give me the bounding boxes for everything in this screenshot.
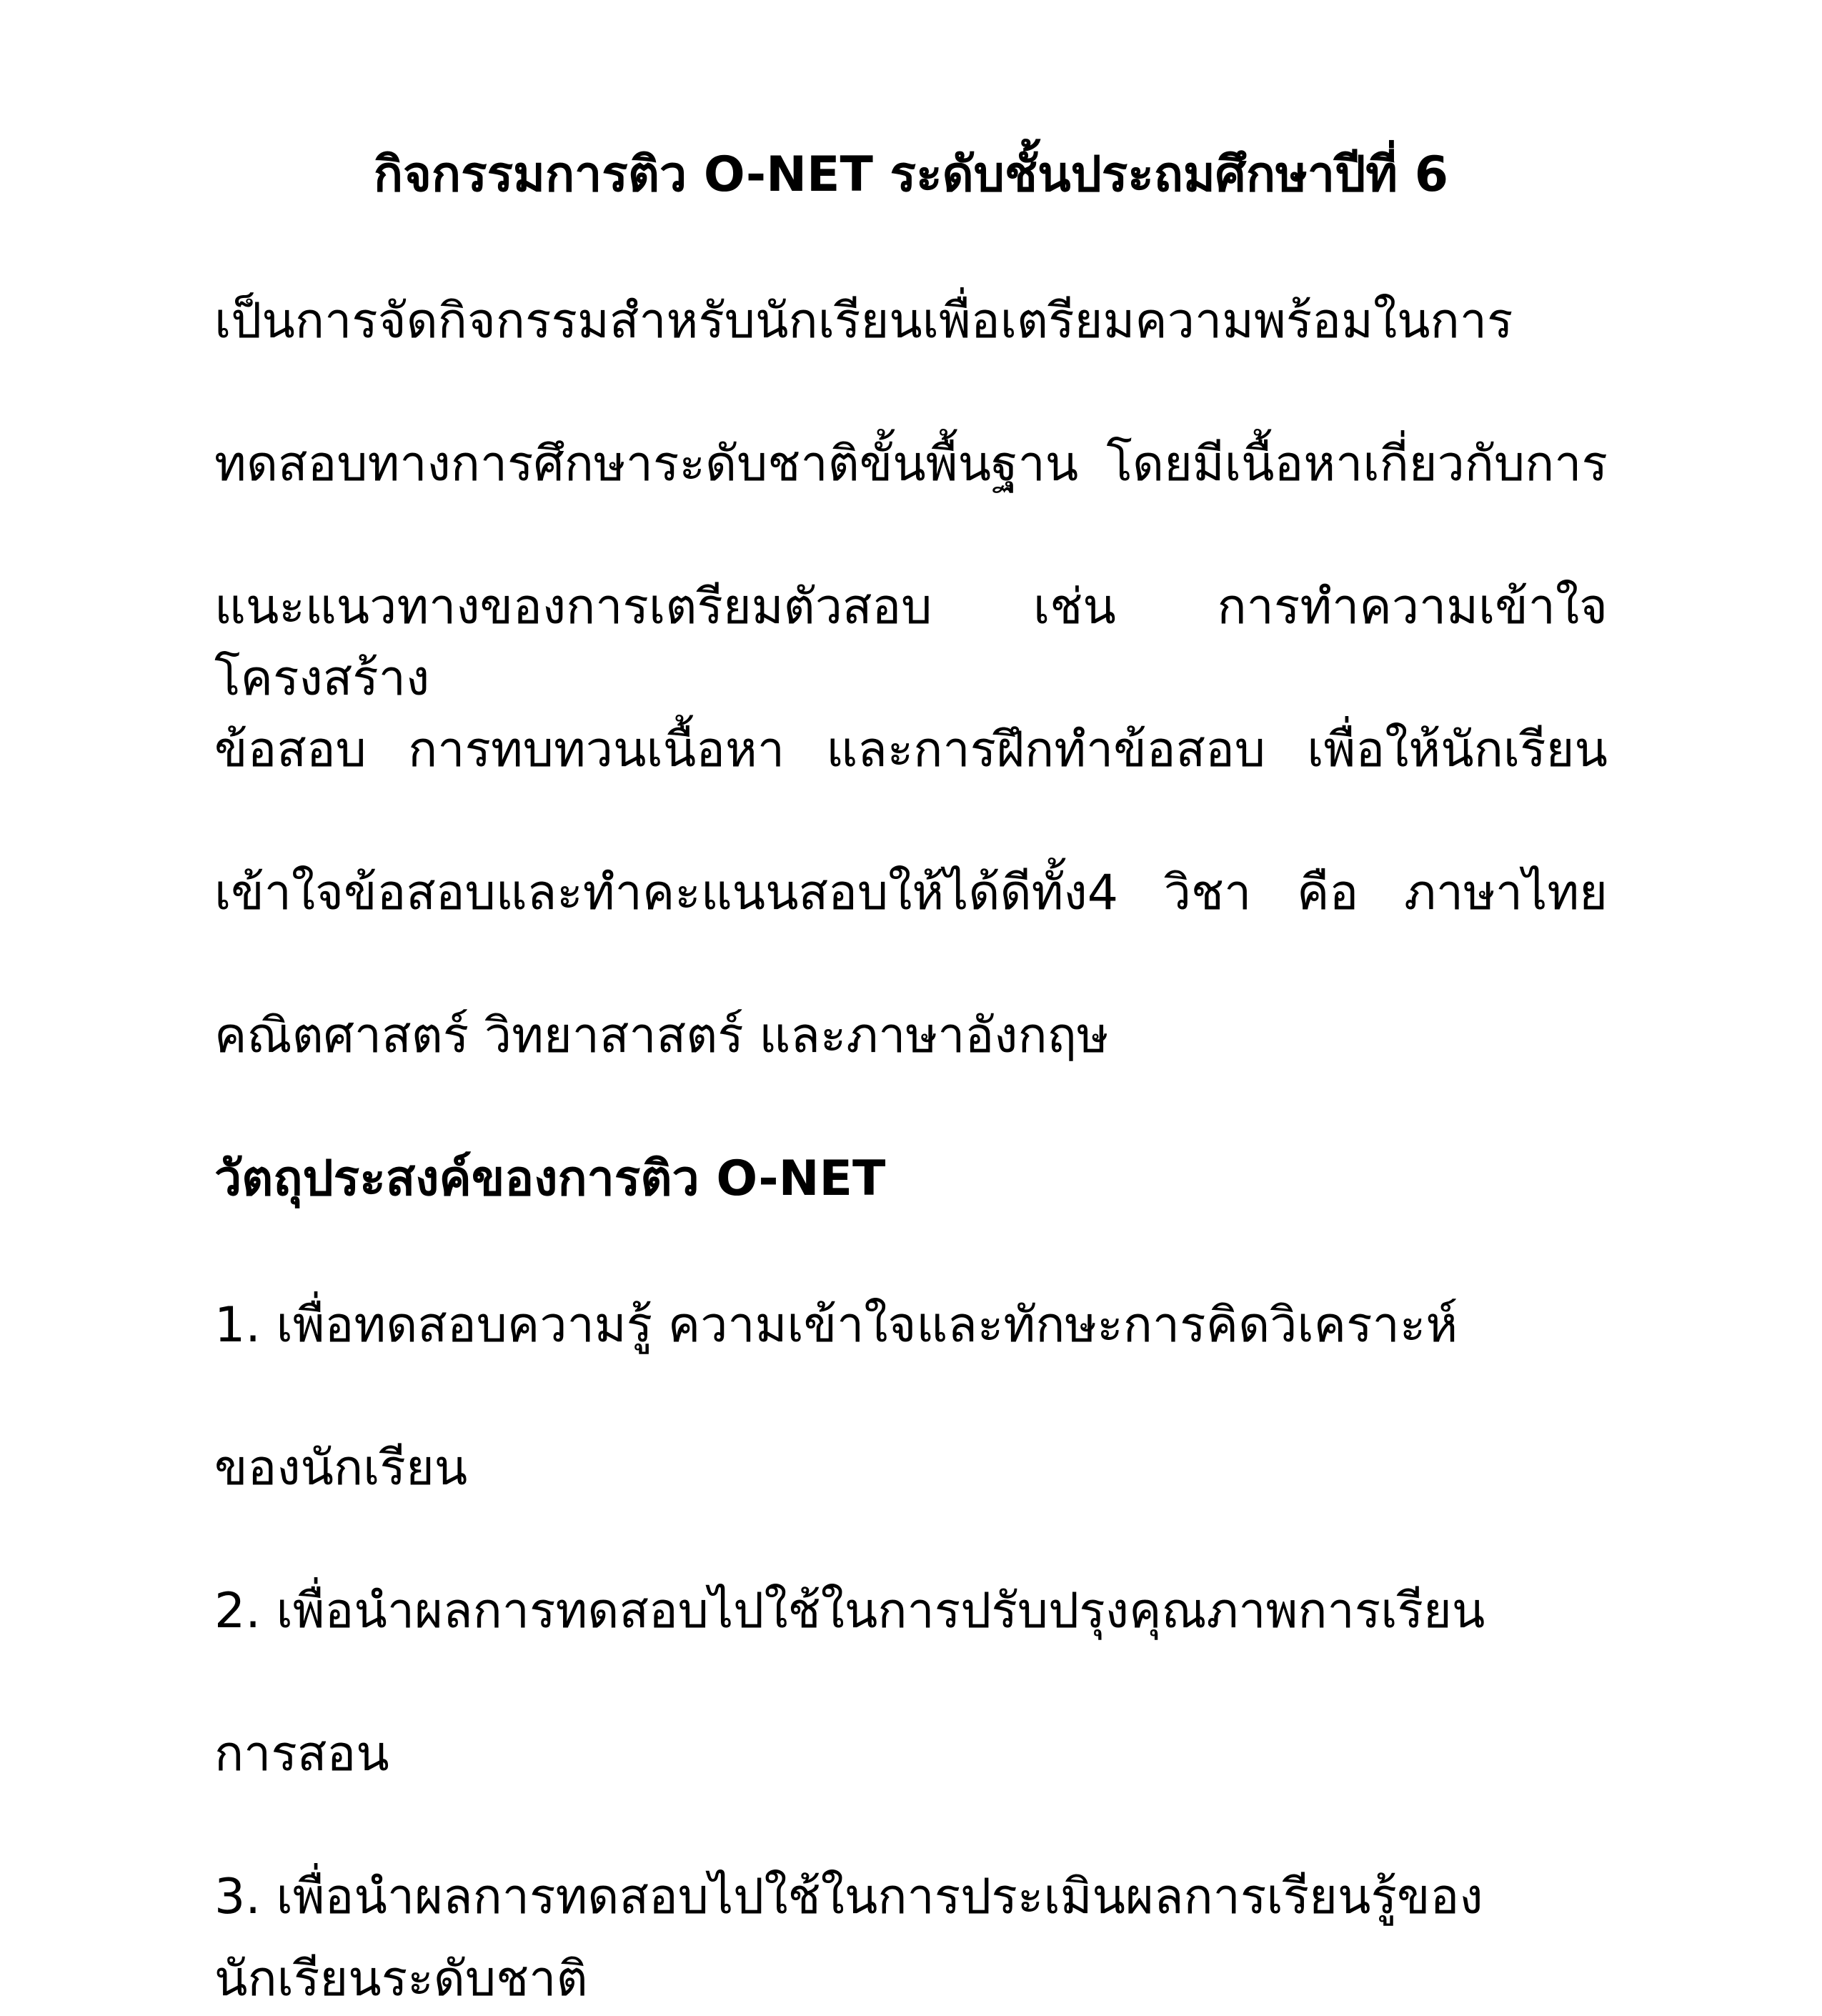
objective-3-line-2: นักเรียนระดับชาติ	[214, 1951, 588, 2007]
intro-line-4: ข้อสอบ การทบทวนเนื้อหา และการฝึกทำข้อสอบ เพื่อให้นักเรียน	[214, 722, 1608, 778]
intro-line-6: คณิตศาสตร์ วิทยาสาสตร์ และภาษาอังกฤษ	[214, 1008, 1109, 1064]
document-title: กิจกรรมการติว O-NET ระดับชั้นประถมศึกษาปีที่ 6	[373, 147, 1449, 203]
intro-line-1: เป็นการจัดกิจกรรมสำหรับนักเรียนเพื่อเตรียมความพร้อมในการ	[214, 293, 1513, 349]
objective-2-line-1: 2. เพื่อนำผลการทดสอบไปใช้ในการปรับปรุงคุณภาพการเรียน	[214, 1583, 1485, 1639]
objective-1-line-1: 1. เพื่อทดสอบความรู้ ความเข้าใจและทักษะการคิดวิเคราะห์	[214, 1297, 1458, 1354]
objectives-heading: วัตถุประสงค์ของการติว O-NET	[214, 1151, 886, 1207]
objective-2-line-2: การสอน	[214, 1726, 389, 1782]
intro-line-2: ทดสอบทางการศึกษาระดับชาติขั้นพื้นฐาน โดยมีเนื้อหาเกี่ยวกับการ	[214, 436, 1608, 492]
objective-1-line-2: ของนักเรียน	[214, 1440, 468, 1496]
objective-3-line-1: 3. เพื่อนำผลการทดสอบไปใช้ในการประเมินผลการเรียนรู้ของ	[214, 1869, 1483, 1925]
intro-line-5: เข้าใจข้อสอบและทำคะแนนสอบให้ได้ดีทั้ง4 วิชา คือ ภาษาไทย	[214, 865, 1608, 921]
intro-line-3: แนะแนวทางของการเตรียมตัวสอบ เช่น การทำความเข้าใจโครงสร้าง	[214, 579, 1608, 707]
